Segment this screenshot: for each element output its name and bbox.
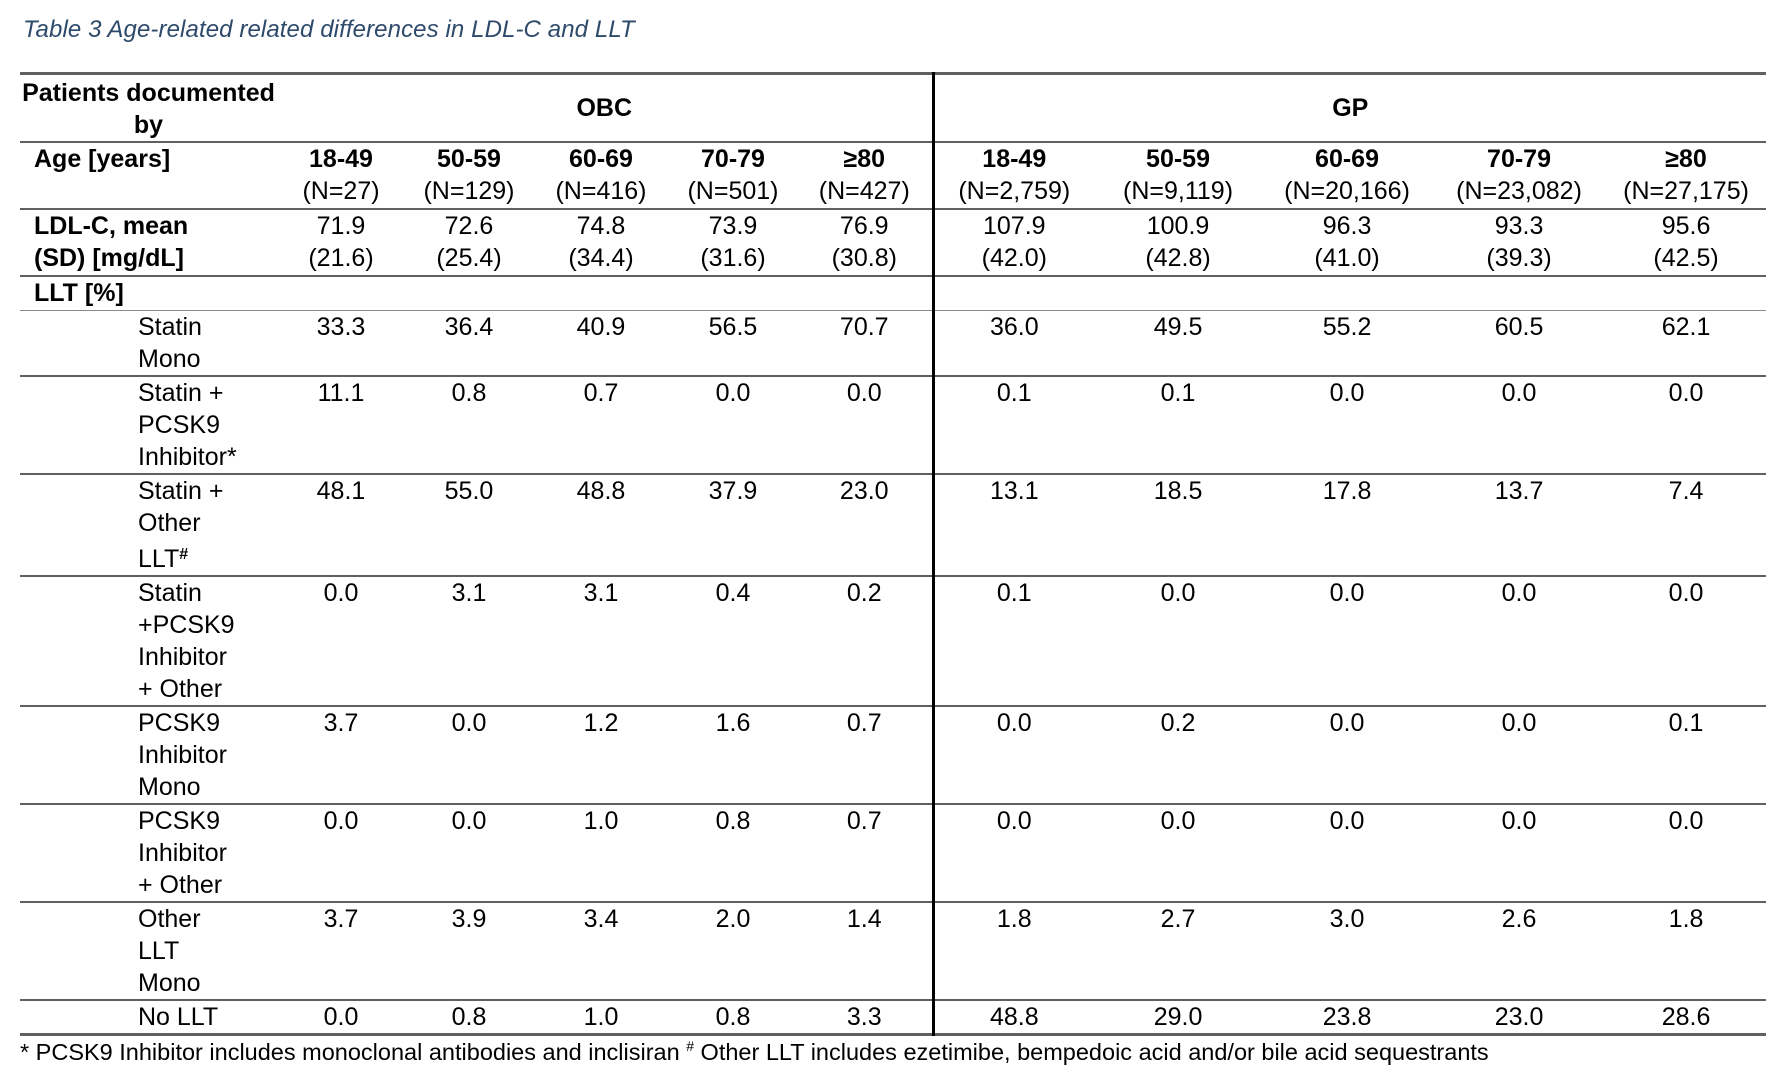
value-cell: 0.8 bbox=[451, 1002, 487, 1031]
age-group-header: 60-69 (N=20,166) bbox=[1284, 145, 1410, 205]
value-cell: 3.4 bbox=[583, 904, 619, 933]
row-label: PCSK9 Inhibitor Mono bbox=[138, 708, 227, 801]
ldl-value-cell: 100.9 (42.8) bbox=[1145, 212, 1211, 272]
header-row-ages bbox=[20, 142, 1766, 209]
age-group-header: 50-59 (N=129) bbox=[423, 145, 515, 205]
gp-group-header: GP bbox=[933, 74, 1766, 143]
value-cell: 33.3 bbox=[316, 312, 366, 341]
value-cell: 0.0 bbox=[1501, 708, 1537, 737]
empty-cell bbox=[669, 276, 797, 310]
value-cell: 36.4 bbox=[444, 312, 494, 341]
value-cell: 0.2 bbox=[1160, 708, 1196, 737]
value-cell: 1.8 bbox=[996, 904, 1032, 933]
age-label: Age [years] bbox=[34, 145, 171, 173]
value-cell: 48.8 bbox=[989, 1002, 1039, 1031]
value-cell: 11.1 bbox=[317, 378, 365, 407]
value-cell: 0.0 bbox=[1329, 578, 1365, 607]
table-row bbox=[20, 804, 1766, 902]
value-cell: 2.7 bbox=[1160, 904, 1196, 933]
value-cell: 56.5 bbox=[708, 312, 758, 341]
empty-cell bbox=[1432, 276, 1606, 310]
value-cell: 0.8 bbox=[715, 1002, 751, 1031]
ldl-value-cell: 96.3 (41.0) bbox=[1314, 212, 1380, 272]
value-cell: 3.7 bbox=[323, 708, 359, 737]
age-group-header: 18-49 (N=2,759) bbox=[958, 145, 1071, 205]
age-group-header: ≥80 (N=427) bbox=[797, 142, 933, 209]
value-cell: 36.0 bbox=[989, 312, 1039, 341]
value-cell: 0.0 bbox=[1160, 578, 1196, 607]
ldl-value-cell: 74.8 (34.4) bbox=[568, 212, 634, 272]
value-cell: 0.0 bbox=[1501, 806, 1537, 835]
value-cell: 7.4 bbox=[1668, 476, 1704, 505]
value-cell: 0.0 bbox=[323, 1002, 359, 1031]
table-row bbox=[20, 474, 1766, 576]
value-cell: 62.1 bbox=[1661, 312, 1711, 341]
empty-cell bbox=[1262, 276, 1432, 310]
value-cell: 0.0 bbox=[323, 578, 359, 607]
table-row bbox=[20, 576, 1766, 706]
age-group-header: ≥80 (N=27,175) bbox=[1623, 145, 1749, 205]
empty-cell bbox=[533, 276, 669, 310]
value-cell: 0.0 bbox=[1668, 806, 1704, 835]
age-group-header: 70-79 (N=23,082) bbox=[1456, 145, 1582, 205]
value-cell: 0.7 bbox=[797, 706, 933, 804]
value-cell: 3.9 bbox=[451, 904, 487, 933]
row-label: PCSK9 Inhibitor + Other bbox=[138, 806, 227, 899]
value-cell: 0.0 bbox=[715, 378, 751, 407]
ldl-value-cell: 76.9 (30.8) bbox=[797, 209, 933, 276]
value-cell: 0.0 bbox=[1329, 708, 1365, 737]
value-cell: 0.0 bbox=[996, 708, 1032, 737]
value-cell: 0.0 bbox=[1501, 378, 1537, 407]
value-cell: 1.6 bbox=[715, 708, 751, 737]
value-cell: 0.0 bbox=[323, 806, 359, 835]
value-cell: 0.7 bbox=[797, 804, 933, 902]
value-cell: 0.0 bbox=[1160, 806, 1196, 835]
value-cell: 0.2 bbox=[797, 576, 933, 706]
value-cell: 55.0 bbox=[444, 476, 494, 505]
value-cell: 1.0 bbox=[583, 806, 619, 835]
value-cell: 0.0 bbox=[1329, 378, 1365, 407]
value-cell: 3.3 bbox=[797, 1000, 933, 1035]
value-cell: 23.0 bbox=[797, 474, 933, 576]
value-cell: 0.8 bbox=[451, 378, 487, 407]
value-cell: 1.8 bbox=[1668, 904, 1704, 933]
value-cell: 40.9 bbox=[576, 312, 626, 341]
value-cell: 1.2 bbox=[583, 708, 619, 737]
value-cell: 3.1 bbox=[451, 578, 487, 607]
row-label: Statin Mono bbox=[138, 312, 202, 373]
empty-cell bbox=[277, 276, 405, 310]
empty-cell bbox=[797, 276, 933, 310]
value-cell: 49.5 bbox=[1153, 312, 1203, 341]
value-cell: 70.7 bbox=[797, 310, 933, 376]
ldl-row bbox=[20, 209, 1766, 276]
value-cell: 0.0 bbox=[451, 806, 487, 835]
value-cell: 48.8 bbox=[576, 476, 626, 505]
ldl-value-cell: 95.6 (42.5) bbox=[1653, 212, 1719, 272]
table-caption: Table 3 Age-related related differences in LDL-C and LLT bbox=[23, 16, 635, 43]
value-cell: 0.8 bbox=[715, 806, 751, 835]
value-cell: 23.8 bbox=[1322, 1002, 1372, 1031]
empty-cell bbox=[1094, 276, 1262, 310]
ldl-value-cell: 71.9 (21.6) bbox=[308, 212, 374, 272]
value-cell: 3.0 bbox=[1329, 904, 1365, 933]
row-label: Statin +PCSK9 Inhibitor + Other bbox=[138, 578, 235, 703]
llt-header-row bbox=[20, 276, 1766, 310]
row-label: Statin + PCSK9 Inhibitor* bbox=[138, 378, 237, 471]
value-cell: 0.0 bbox=[797, 376, 933, 474]
age-group-header: 18-49 (N=27) bbox=[302, 145, 380, 205]
value-cell: 0.1 bbox=[996, 378, 1032, 407]
row-label: No LLT bbox=[138, 1002, 219, 1031]
value-cell: 0.1 bbox=[996, 578, 1032, 607]
value-cell: 3.1 bbox=[583, 578, 619, 607]
value-cell: 0.0 bbox=[1329, 806, 1365, 835]
value-cell: 0.1 bbox=[1668, 708, 1704, 737]
value-cell: 0.0 bbox=[1501, 578, 1537, 607]
value-cell: 2.0 bbox=[715, 904, 751, 933]
value-cell: 0.1 bbox=[1160, 378, 1196, 407]
age-group-header: 60-69 (N=416) bbox=[555, 145, 647, 205]
row-label: Statin + Other LLT# bbox=[138, 476, 224, 573]
ldl-value-cell: 93.3 (39.3) bbox=[1486, 212, 1552, 272]
value-cell: 37.9 bbox=[708, 476, 758, 505]
row-label: Other LLT Mono bbox=[138, 904, 201, 997]
value-cell: 3.7 bbox=[323, 904, 359, 933]
age-group-header: 50-59 (N=9,119) bbox=[1123, 145, 1234, 205]
value-cell: 0.7 bbox=[583, 378, 619, 407]
value-cell: 1.0 bbox=[583, 1002, 619, 1031]
ldl-llt-table bbox=[20, 72, 1766, 1036]
value-cell: 0.0 bbox=[1668, 578, 1704, 607]
value-cell: 0.0 bbox=[1668, 378, 1704, 407]
ldl-value-cell: 72.6 (25.4) bbox=[436, 212, 502, 272]
table-row bbox=[20, 1000, 1766, 1035]
value-cell: 48.1 bbox=[316, 476, 366, 505]
value-cell: 2.6 bbox=[1501, 904, 1537, 933]
empty-cell bbox=[933, 276, 1094, 310]
value-cell: 0.4 bbox=[715, 578, 751, 607]
value-cell: 13.7 bbox=[1494, 476, 1544, 505]
table-row bbox=[20, 706, 1766, 804]
footnote: * PCSK9 Inhibitor includes monoclonal antibodies and inclisiran # Other LLT includes ezetimibe, bempedoic acid and/or bile acid sequestrants bbox=[20, 1038, 1489, 1065]
table-row bbox=[20, 902, 1766, 1000]
value-cell: 0.0 bbox=[996, 806, 1032, 835]
header-row-groups bbox=[20, 74, 1766, 143]
value-cell: 29.0 bbox=[1153, 1002, 1203, 1031]
obc-group-header: OBC bbox=[277, 74, 933, 143]
ldl-label: LDL-C, mean (SD) [mg/dL] bbox=[34, 212, 189, 272]
ldl-value-cell: 73.9 (31.6) bbox=[700, 212, 766, 272]
empty-cell bbox=[405, 276, 533, 310]
value-cell: 1.4 bbox=[797, 902, 933, 1000]
age-group-header: 70-79 (N=501) bbox=[687, 145, 779, 205]
ldl-value-cell: 107.9 (42.0) bbox=[981, 212, 1047, 272]
value-cell: 60.5 bbox=[1494, 312, 1544, 341]
value-cell: 17.8 bbox=[1322, 476, 1372, 505]
table-row bbox=[20, 376, 1766, 474]
value-cell: 28.6 bbox=[1661, 1002, 1711, 1031]
empty-cell bbox=[1606, 276, 1766, 310]
patients-documented-by-label: Patients documented by bbox=[20, 74, 277, 143]
table-row bbox=[20, 310, 1766, 376]
value-cell: 23.0 bbox=[1494, 1002, 1544, 1031]
value-cell: 18.5 bbox=[1153, 476, 1203, 505]
value-cell: 13.1 bbox=[989, 476, 1039, 505]
llt-label: LLT [%] bbox=[34, 279, 124, 307]
value-cell: 55.2 bbox=[1322, 312, 1372, 341]
value-cell: 0.0 bbox=[451, 708, 487, 737]
